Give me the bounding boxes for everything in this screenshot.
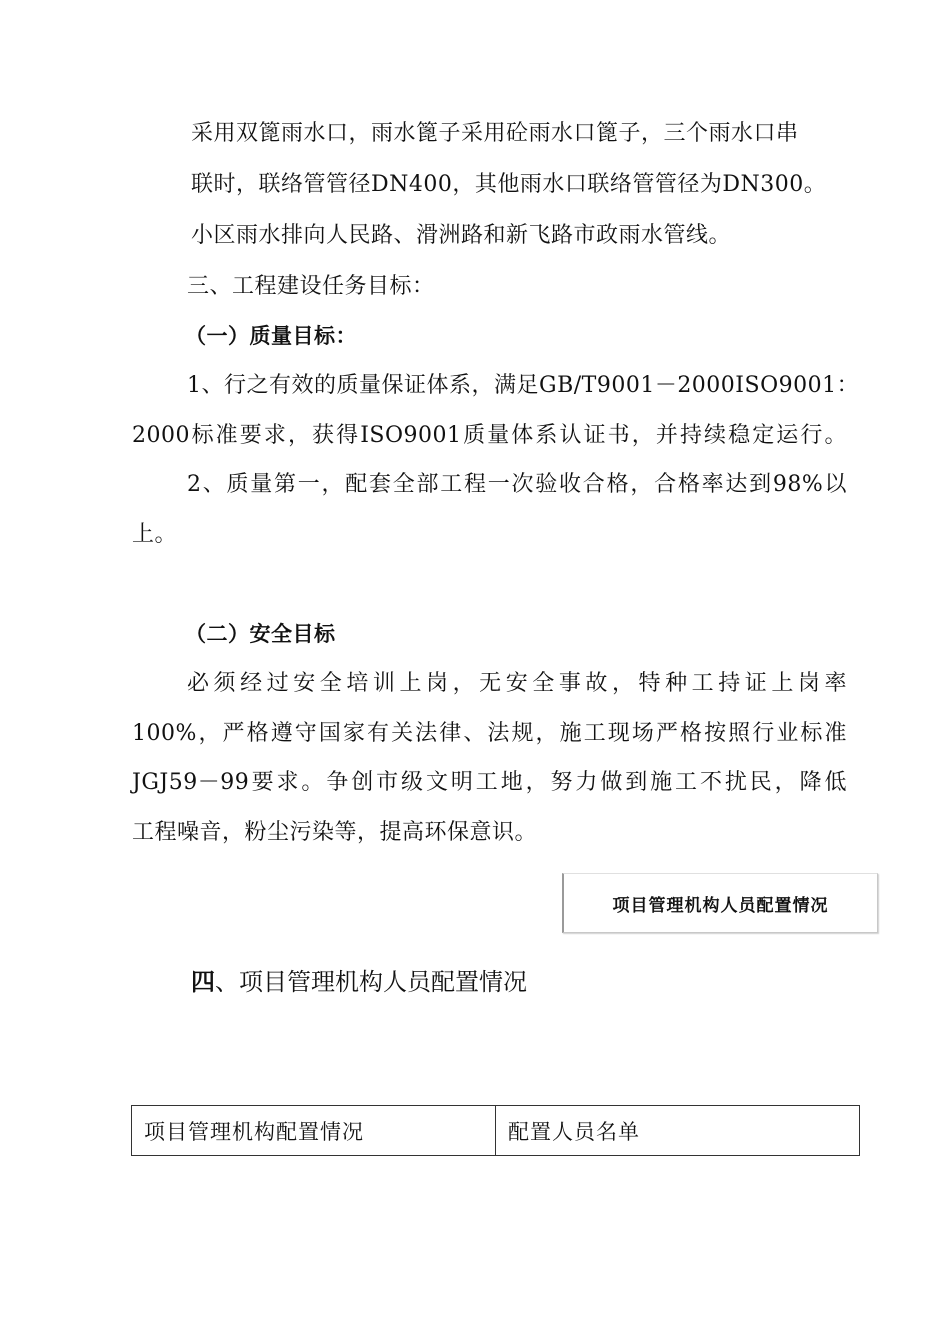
table-header-cell: 项目管理机构配置情况 — [132, 1106, 496, 1156]
section-4-heading — [191, 966, 527, 998]
safety-paragraph-line-4: 工程噪音，粉尘污染等，提高环保意识。 — [132, 820, 538, 845]
quality-item-1-line-1: 1、行之有效的质量保证体系，满足GB/T9001－2000ISO9001： — [187, 373, 860, 398]
safety-paragraph-line-1: 必须经过安全培训上岗，无安全事故，特种工持证上岗率 — [187, 671, 847, 696]
quality-item-1-line-2: 2000标准要求，获得ISO9001质量体系认证书，并持续稳定运行。 — [132, 423, 847, 448]
personnel-table — [131, 1105, 860, 1156]
safety-paragraph-line-3: JGJ59－99要求。争创市级文明工地，努力做到施工不扰民，降低 — [132, 770, 847, 795]
paragraph-drainage-line-1: 采用双篦雨水口，雨水篦子采用砼雨水口篦子，三个雨水口串 — [191, 121, 799, 146]
section-4-number: 四 — [191, 968, 215, 996]
section-3-heading: 三、工程建设任务目标： — [187, 274, 435, 299]
section-label-box — [562, 873, 878, 933]
table-header-cell: 配置人员名单 — [496, 1106, 860, 1156]
quality-item-2-line-2: 上。 — [132, 522, 178, 547]
section-4-title: 、项目管理机构人员配置情况 — [215, 968, 527, 996]
safety-paragraph-line-2: 100%，严格遵守国家有关法律、法规，施工现场严格按照行业标准 — [132, 721, 847, 746]
quality-goal-heading: （一）质量目标： — [185, 324, 357, 348]
quality-item-2-line-1: 2、质量第一，配套全部工程一次验收合格，合格率达到98%以 — [187, 472, 847, 497]
section-label-text: 项目管理机构人员配置情况 — [612, 895, 829, 916]
paragraph-drainage-line-3: 小区雨水排向人民路、滑洲路和新飞路市政雨水管线。 — [191, 223, 732, 248]
paragraph-drainage-line-2: 联时，联络管管径DN400，其他雨水口联络管管径为DN300。 — [191, 172, 827, 197]
safety-goal-heading: （二）安全目标 — [185, 622, 336, 646]
table-row — [132, 1106, 860, 1156]
